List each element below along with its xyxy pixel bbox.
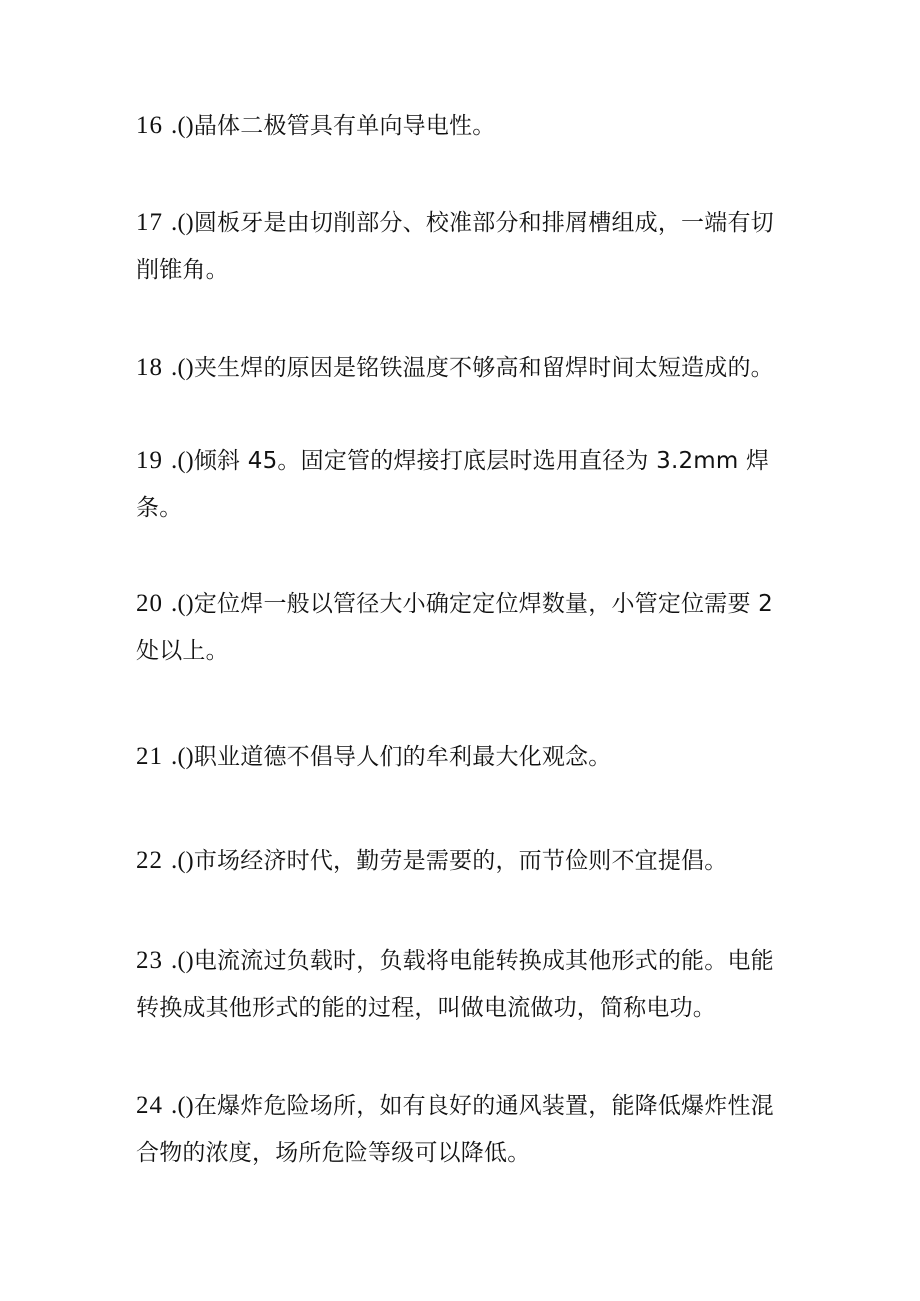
question-22 [136,837,786,885]
answer-blank: () [177,744,194,770]
question-16 [136,102,786,150]
question-separator: . [171,447,178,474]
question-number: 19 [136,447,163,474]
question-separator: . [171,112,178,139]
question-21 [136,733,786,781]
answer-blank: () [177,591,194,617]
question-number: 22 [136,847,163,874]
question-text: 倾斜 45。固定管的焊接打底层时选用直径为 3.2mm 焊条。 [136,448,770,521]
question-number: 24 [136,1092,163,1119]
question-number: 23 [136,947,163,974]
question-23 [136,937,786,1032]
answer-blank: () [177,113,194,139]
question-17 [136,199,786,294]
question-separator: . [171,1092,178,1119]
question-number: 17 [136,209,163,236]
question-20 [136,580,786,675]
question-separator: . [171,947,178,974]
question-text: 定位焊一般以管径大小确定定位焊数量，小管定位需要 2 处以上。 [136,591,773,664]
question-text: 职业道德不倡导人们的牟利最大化观念。 [193,744,612,770]
question-text: 圆板牙是由切削部分、校准部分和排屑槽组成，一端有切削锥角。 [136,210,774,283]
question-separator: . [171,590,178,617]
answer-blank: () [177,448,194,474]
question-text: 在爆炸危险场所，如有良好的通风装置，能降低爆炸性混合物的浓度，场所危险等级可以降低。 [136,1093,774,1166]
question-text: 市场经济时代，勤劳是需要的，而节俭则不宜提倡。 [193,848,728,874]
question-number: 18 [136,354,163,381]
answer-blank: () [177,948,194,974]
question-number: 16 [136,112,163,139]
question-separator: . [171,354,178,381]
question-18 [136,344,786,392]
question-text: 电流流过负载时，负载将电能转换成其他形式的能。电能转换成其他形式的能的过程，叫做电流做功，简称电功。 [136,948,774,1021]
question-number: 20 [136,590,163,617]
answer-blank: () [177,355,194,381]
question-separator: . [171,847,178,874]
answer-blank: () [177,1093,194,1119]
question-separator: . [171,209,178,236]
answer-blank: () [177,210,194,236]
question-19 [136,437,786,532]
answer-blank: () [177,848,194,874]
question-text: 夹生焊的原因是铭铁温度不够高和留焊时间太短造成的。 [193,355,774,381]
question-separator: . [171,743,178,770]
question-24 [136,1082,786,1177]
question-text: 晶体二极管具有单向导电性。 [193,113,496,139]
question-number: 21 [136,743,163,770]
